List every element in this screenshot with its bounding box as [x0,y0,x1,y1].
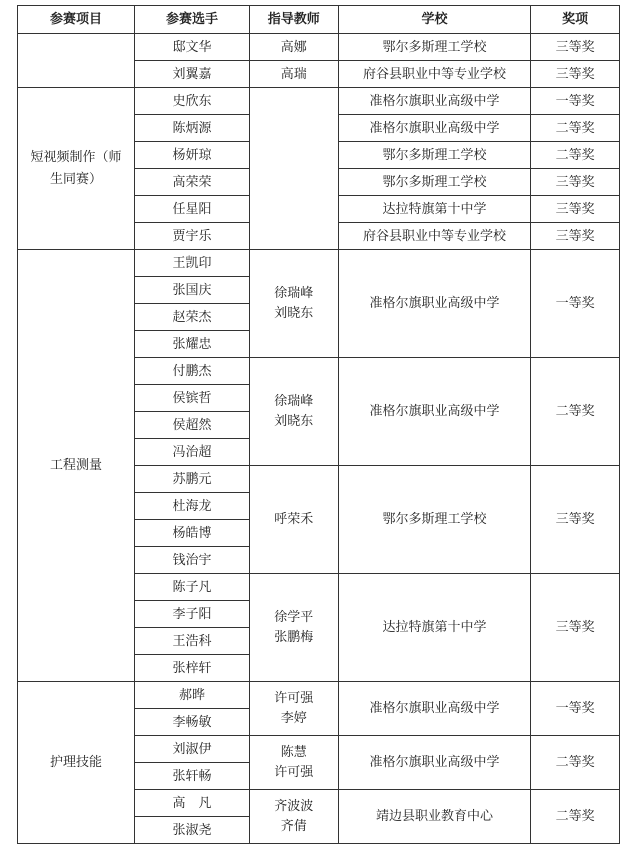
teacher-name: 齐倩 [280,818,307,834]
player-cell: 张梓轩 [134,655,249,682]
player-cell: 张轩畅 [134,763,249,790]
player-cell: 杨妍琼 [134,142,249,169]
awards-table [17,5,620,844]
player-cell: 张国庆 [134,277,249,304]
player-cell: 陈子凡 [134,574,249,601]
school-cell: 鄂尔多斯理工学校 [338,34,531,61]
teacher-cell: 高瑞 [249,61,338,88]
player-cell: 任星阳 [134,196,249,223]
teacher-cell [249,358,338,466]
teacher-name: 徐学平 [274,609,314,625]
teacher-cell [249,250,338,358]
teacher-name: 刘晓东 [274,305,314,321]
school-cell: 准格尔旗职业高级中学 [338,682,531,736]
award-cell: 三等奖 [531,466,620,574]
project-cell-nursing: 护理技能 [18,682,135,844]
award-cell: 一等奖 [531,88,620,115]
teacher-name: 张鹏梅 [274,629,314,645]
table-row [18,682,620,709]
award-cell: 二等奖 [531,358,620,466]
player-cell: 王凯印 [134,250,249,277]
player-cell: 付鹏杰 [134,358,249,385]
teacher-name: 呼荣禾 [274,511,314,527]
award-cell: 一等奖 [531,250,620,358]
project-cell-short-video: 短视频制作（师生同赛） [18,88,135,250]
award-cell: 三等奖 [531,169,620,196]
player-cell: 高荣荣 [134,169,249,196]
player-cell: 邸文华 [134,34,249,61]
player-cell: 李畅敏 [134,709,249,736]
header-award: 奖项 [531,6,620,34]
school-cell: 靖边县职业教育中心 [338,790,531,844]
player-cell: 高 凡 [134,790,249,817]
school-cell: 达拉特旗第十中学 [338,196,531,223]
teacher-name: 陈慧 [280,744,307,760]
player-cell: 王浩科 [134,628,249,655]
project-cell-blank [18,34,135,88]
player-cell: 张淑尧 [134,817,249,844]
award-cell: 二等奖 [531,790,620,844]
school-cell: 准格尔旗职业高级中学 [338,115,531,142]
teacher-name: 齐波波 [274,798,314,814]
table-row [18,88,620,115]
teacher-cell: 高娜 [249,34,338,61]
teacher-name: 刘晓东 [274,413,314,429]
award-cell: 二等奖 [531,115,620,142]
table-row [18,34,620,61]
player-cell: 赵荣杰 [134,304,249,331]
teacher-name: 李婷 [280,710,307,726]
teacher-cell [249,736,338,790]
teacher-cell [249,88,338,250]
teacher-name: 许可强 [274,690,314,706]
school-cell: 鄂尔多斯理工学校 [338,142,531,169]
teacher-cell [249,682,338,736]
player-cell: 侯超然 [134,412,249,439]
school-cell: 府谷县职业中等专业学校 [338,61,531,88]
player-cell: 李子阳 [134,601,249,628]
header-project: 参赛项目 [18,6,135,34]
teacher-cell [249,466,338,574]
award-cell: 一等奖 [531,682,620,736]
teacher-cell [249,790,338,844]
school-cell: 达拉特旗第十中学 [338,574,531,682]
award-cell: 二等奖 [531,736,620,790]
player-cell: 史欣东 [134,88,249,115]
project-cell-surveying: 工程测量 [18,250,135,682]
player-cell: 刘翼嘉 [134,61,249,88]
player-cell: 陈炳源 [134,115,249,142]
teacher-name: 徐瑞峰 [274,285,314,301]
school-cell: 准格尔旗职业高级中学 [338,88,531,115]
school-cell: 府谷县职业中等专业学校 [338,223,531,250]
header-row [18,6,620,34]
player-cell: 张耀忠 [134,331,249,358]
player-cell: 郝晔 [134,682,249,709]
award-cell: 二等奖 [531,142,620,169]
player-cell: 杨皓博 [134,520,249,547]
award-cell: 三等奖 [531,196,620,223]
table-row [18,250,620,277]
school-cell: 鄂尔多斯理工学校 [338,466,531,574]
school-cell: 准格尔旗职业高级中学 [338,736,531,790]
player-cell: 贾宇乐 [134,223,249,250]
player-cell: 钱治宇 [134,547,249,574]
teacher-name: 徐瑞峰 [274,393,314,409]
school-cell: 鄂尔多斯理工学校 [338,169,531,196]
player-cell: 刘淑伊 [134,736,249,763]
school-cell: 准格尔旗职业高级中学 [338,358,531,466]
teacher-cell [249,574,338,682]
school-cell: 准格尔旗职业高级中学 [338,250,531,358]
award-cell: 三等奖 [531,223,620,250]
teacher-name: 许可强 [274,764,314,780]
award-cell: 三等奖 [531,574,620,682]
player-cell: 侯镔哲 [134,385,249,412]
award-cell: 三等奖 [531,34,620,61]
player-cell: 苏鹏元 [134,466,249,493]
header-teacher: 指导教师 [249,6,338,34]
award-cell: 三等奖 [531,61,620,88]
header-player: 参赛选手 [134,6,249,34]
header-school: 学校 [338,6,531,34]
player-cell: 杜海龙 [134,493,249,520]
player-cell: 冯治超 [134,439,249,466]
